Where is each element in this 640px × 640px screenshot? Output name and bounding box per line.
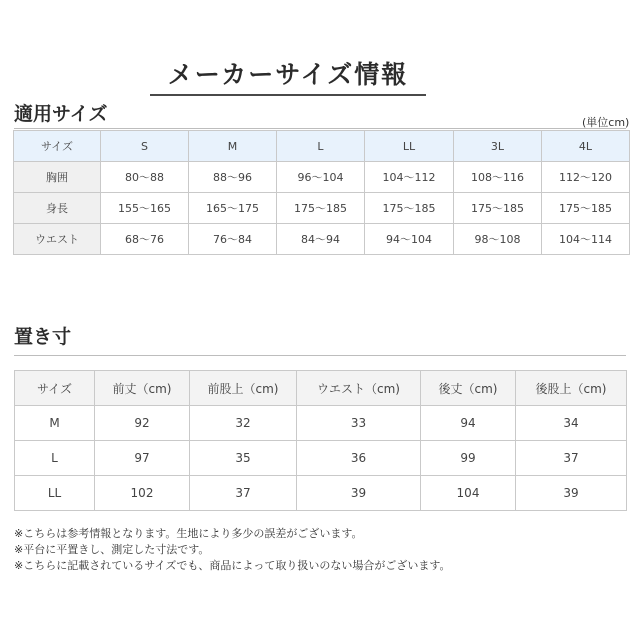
- size-section-title: 適用サイズ: [14, 103, 108, 125]
- header-cell: LL: [365, 131, 454, 162]
- table-cell: 35: [190, 441, 297, 476]
- table-cell: 84〜94: [277, 224, 365, 255]
- unit-note: (単位cm): [582, 116, 630, 129]
- table-cell: 92: [95, 406, 190, 441]
- header-cell: サイズ: [15, 371, 95, 406]
- row-label: M: [15, 406, 95, 441]
- header-cell: 後股上（cm): [516, 371, 627, 406]
- table-cell: 175〜185: [454, 193, 542, 224]
- table-cell: 32: [190, 406, 297, 441]
- table-row: [15, 441, 627, 476]
- table-cell: 112〜120: [542, 162, 630, 193]
- table-row: [14, 224, 630, 255]
- table-cell: 98〜108: [454, 224, 542, 255]
- size-section-rule: [14, 128, 626, 129]
- table-row: [15, 406, 627, 441]
- table-cell: 94: [421, 406, 516, 441]
- table-cell: 104〜114: [542, 224, 630, 255]
- title-underline: [150, 94, 426, 96]
- size-table: [13, 130, 630, 255]
- header-cell: 後丈（cm): [421, 371, 516, 406]
- table-cell: 165〜175: [189, 193, 277, 224]
- page-title: メーカーサイズ情報: [167, 60, 409, 89]
- row-label: 身長: [14, 193, 101, 224]
- table-cell: 36: [297, 441, 421, 476]
- table-cell: 80〜88: [101, 162, 189, 193]
- header-cell: 4L: [542, 131, 630, 162]
- table-cell: 175〜185: [277, 193, 365, 224]
- row-label: L: [15, 441, 95, 476]
- table-cell: 155〜165: [101, 193, 189, 224]
- row-label: LL: [15, 476, 95, 511]
- header-cell: 前丈（cm): [95, 371, 190, 406]
- header-cell: 前股上（cm): [190, 371, 297, 406]
- table-cell: 175〜185: [542, 193, 630, 224]
- notes: [14, 526, 626, 574]
- table-cell: 104〜112: [365, 162, 454, 193]
- table-cell: 97: [95, 441, 190, 476]
- table-cell: 99: [421, 441, 516, 476]
- table-cell: 108〜116: [454, 162, 542, 193]
- note-line: ※こちらは参考情報となります。生地により多少の誤差がございます。: [14, 527, 363, 540]
- header-cell: 3L: [454, 131, 542, 162]
- table-row: [14, 162, 630, 193]
- measure-table-header: [15, 371, 627, 406]
- table-cell: 39: [297, 476, 421, 511]
- size-table-header: [14, 131, 630, 162]
- header-cell: ウエスト（cm): [297, 371, 421, 406]
- row-label: ウエスト: [14, 224, 101, 255]
- note-line: ※平台に平置きし、測定した寸法です。: [14, 543, 210, 556]
- table-cell: 96〜104: [277, 162, 365, 193]
- row-label: 胸囲: [14, 162, 101, 193]
- table-cell: 94〜104: [365, 224, 454, 255]
- table-cell: 39: [516, 476, 627, 511]
- table-cell: 104: [421, 476, 516, 511]
- header-cell: サイズ: [14, 131, 101, 162]
- table-cell: 175〜185: [365, 193, 454, 224]
- header-cell: S: [101, 131, 189, 162]
- header-cell: M: [189, 131, 277, 162]
- note-line: ※こちらに記載されているサイズでも、商品によって取り扱いのない場合がございます。: [14, 559, 451, 572]
- measure-section-title: 置き寸: [14, 326, 72, 348]
- table-cell: 88〜96: [189, 162, 277, 193]
- table-cell: 34: [516, 406, 627, 441]
- table-cell: 68〜76: [101, 224, 189, 255]
- measure-section-rule: [14, 355, 626, 356]
- table-cell: 37: [516, 441, 627, 476]
- table-cell: 37: [190, 476, 297, 511]
- header-cell: L: [277, 131, 365, 162]
- table-row: [15, 476, 627, 511]
- table-cell: 102: [95, 476, 190, 511]
- table-cell: 76〜84: [189, 224, 277, 255]
- measurement-table: [14, 370, 627, 511]
- table-cell: 33: [297, 406, 421, 441]
- table-row: [14, 193, 630, 224]
